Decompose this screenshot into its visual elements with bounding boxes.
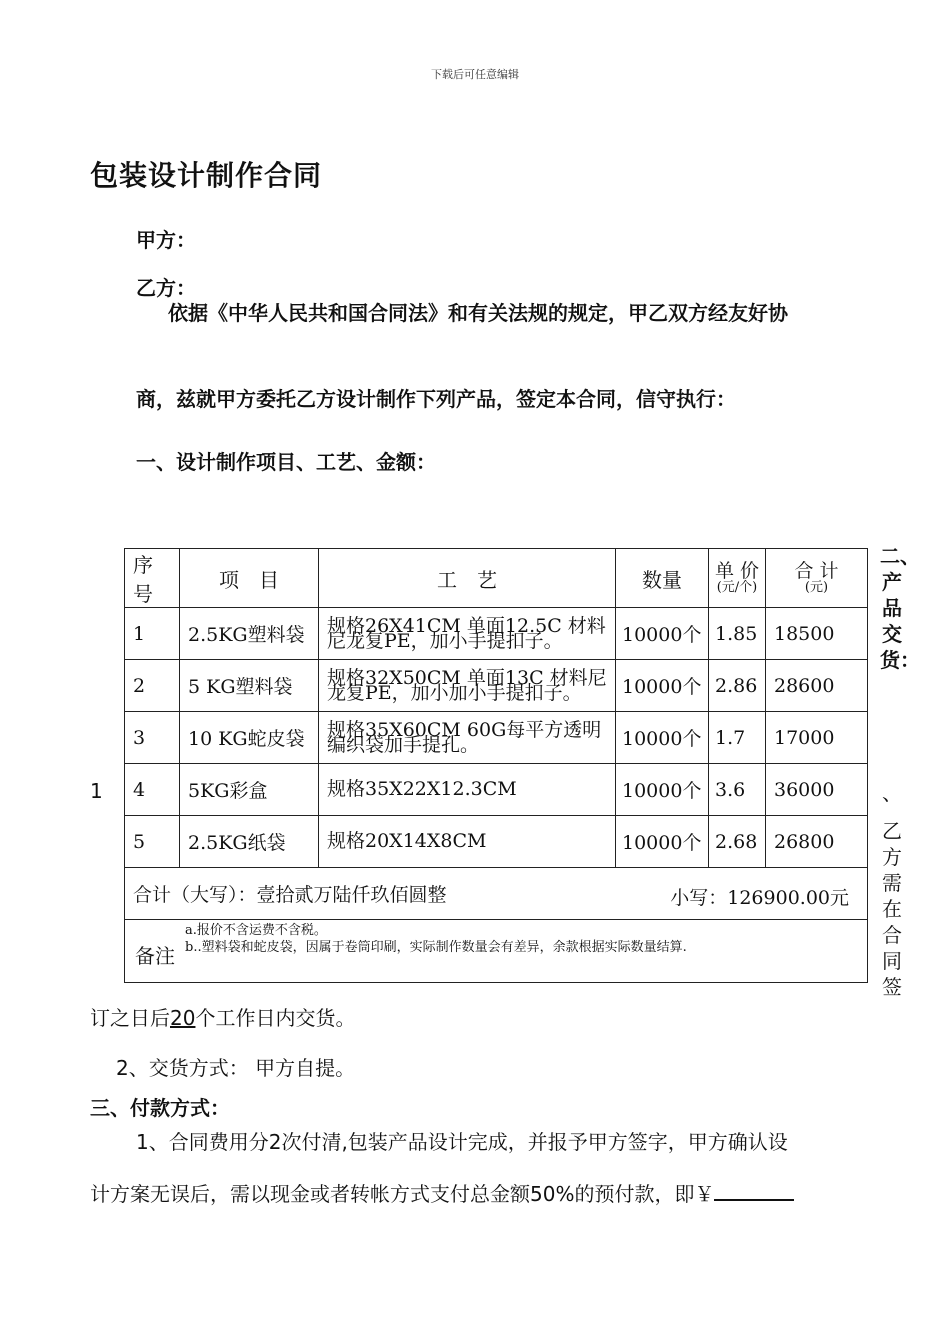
row-qty: 10000个	[616, 660, 709, 712]
header-price-label: 单 价	[714, 560, 760, 582]
row-price: 2.68	[709, 816, 766, 868]
row-item: 5 KG塑料袋	[180, 660, 319, 712]
table-row	[125, 816, 868, 868]
header-total	[766, 549, 868, 608]
row-total: 28600	[766, 660, 868, 712]
sum-cell	[125, 868, 868, 920]
side-comma: 、	[882, 781, 902, 805]
row-craft: 规格20X14X8CM	[319, 816, 616, 868]
row-price: 2.86	[709, 660, 766, 712]
payment-line-1: 1、合同费用分2次付清,包装产品设计完成，并报予甲方签字，甲方确认设	[136, 1130, 788, 1154]
delivery-prefix: 订之日后	[90, 1006, 170, 1030]
row-seq: 5	[125, 816, 180, 868]
row-qty: 10000个	[616, 608, 709, 660]
note-a: a.报价不含运费不含税。	[185, 923, 327, 938]
row-craft: 规格35X22X12.3CM	[319, 764, 616, 816]
section-3-heading: 三、付款方式：	[90, 1096, 230, 1120]
header-item: 项 目	[180, 549, 319, 608]
row-price: 1.7	[709, 712, 766, 764]
table-row	[125, 660, 868, 712]
row-item: 2.5KG塑料袋	[180, 608, 319, 660]
delivery-suffix: 个工作日内交货。	[195, 1006, 356, 1030]
page-header: 下载后可任意编辑	[431, 68, 519, 81]
table-row	[125, 608, 868, 660]
note-cell	[125, 920, 868, 983]
intro-line-2: 商，兹就甲方委托乙方设计制作下列产品，签定本合同，信守执行：	[136, 387, 736, 411]
row-seq: 1	[125, 608, 180, 660]
note-label: 备注	[135, 944, 175, 968]
row-craft: 规格35X60CM 60G每平方透明编织袋加手提孔。	[319, 712, 616, 764]
party-b-label: 乙方：	[136, 276, 196, 300]
amount-blank	[714, 1181, 794, 1201]
row-qty: 10000个	[616, 712, 709, 764]
row-total: 17000	[766, 712, 868, 764]
table-header-row	[125, 549, 868, 608]
row-craft: 规格26X41CM 单面12.5C 材料尼龙复PE，加小手提扣子。	[319, 608, 616, 660]
header-craft: 工 艺	[319, 549, 616, 608]
row-item: 5KG彩盒	[180, 764, 319, 816]
payment-line-2-text: 计方案无误后，需以现金或者转帐方式支付总金额50%的预付款，即￥	[90, 1182, 715, 1206]
row-total: 18500	[766, 608, 868, 660]
table-row	[125, 764, 868, 816]
intro-line-1: 依据《中华人民共和国合同法》和有关法规的规定，甲乙双方经友好协	[168, 301, 788, 325]
delivery-line	[90, 1002, 355, 1031]
document-title: 包装设计制作合同	[90, 159, 323, 192]
header-price-unit: (元/个)	[716, 580, 758, 595]
row-price: 1.85	[709, 608, 766, 660]
row-item: 10 KG蛇皮袋	[180, 712, 319, 764]
header-qty: 数量	[616, 549, 709, 608]
note-content	[185, 922, 687, 956]
sum-row	[125, 868, 868, 920]
row-total: 36000	[766, 764, 868, 816]
header-total-unit: (元)	[804, 580, 829, 595]
row-seq: 3	[125, 712, 180, 764]
row-qty: 10000个	[616, 764, 709, 816]
row-total: 26800	[766, 816, 868, 868]
header-total-label: 合 计	[794, 560, 839, 582]
row-seq: 4	[125, 764, 180, 816]
items-table	[124, 548, 868, 983]
section-1-heading: 一、设计制作项目、工艺、金额：	[136, 450, 436, 474]
row-qty: 10000个	[616, 816, 709, 868]
header-seq: 序号	[125, 549, 180, 608]
side-text: 乙方需在合同签	[882, 819, 902, 999]
note-row	[125, 920, 868, 983]
header-price	[709, 549, 766, 608]
row-item: 2.5KG纸袋	[180, 816, 319, 868]
sum-upper: 合计（大写）：壹拾贰万陆仟玖佰圆整	[133, 884, 447, 906]
row-craft: 规格32X50CM 单面13C 材料尼龙复PE，加小加小手提扣子。	[319, 660, 616, 712]
sum-lower: 小写：126900.00元	[670, 887, 849, 909]
row-price: 3.6	[709, 764, 766, 816]
side-section-2: 二、产品交货：	[880, 544, 920, 672]
payment-line-2	[90, 1178, 794, 1207]
delivery-days: 20	[170, 1006, 196, 1030]
margin-number: 1	[90, 779, 103, 803]
row-seq: 2	[125, 660, 180, 712]
table-row	[125, 712, 868, 764]
note-b: b..塑料袋和蛇皮袋，因属于卷筒印刷，实际制作数量会有差异，余款根据实际数量结算.	[185, 940, 687, 955]
delivery-method: 2、交货方式： 甲方自提。	[116, 1056, 356, 1080]
party-a-label: 甲方：	[136, 228, 196, 252]
